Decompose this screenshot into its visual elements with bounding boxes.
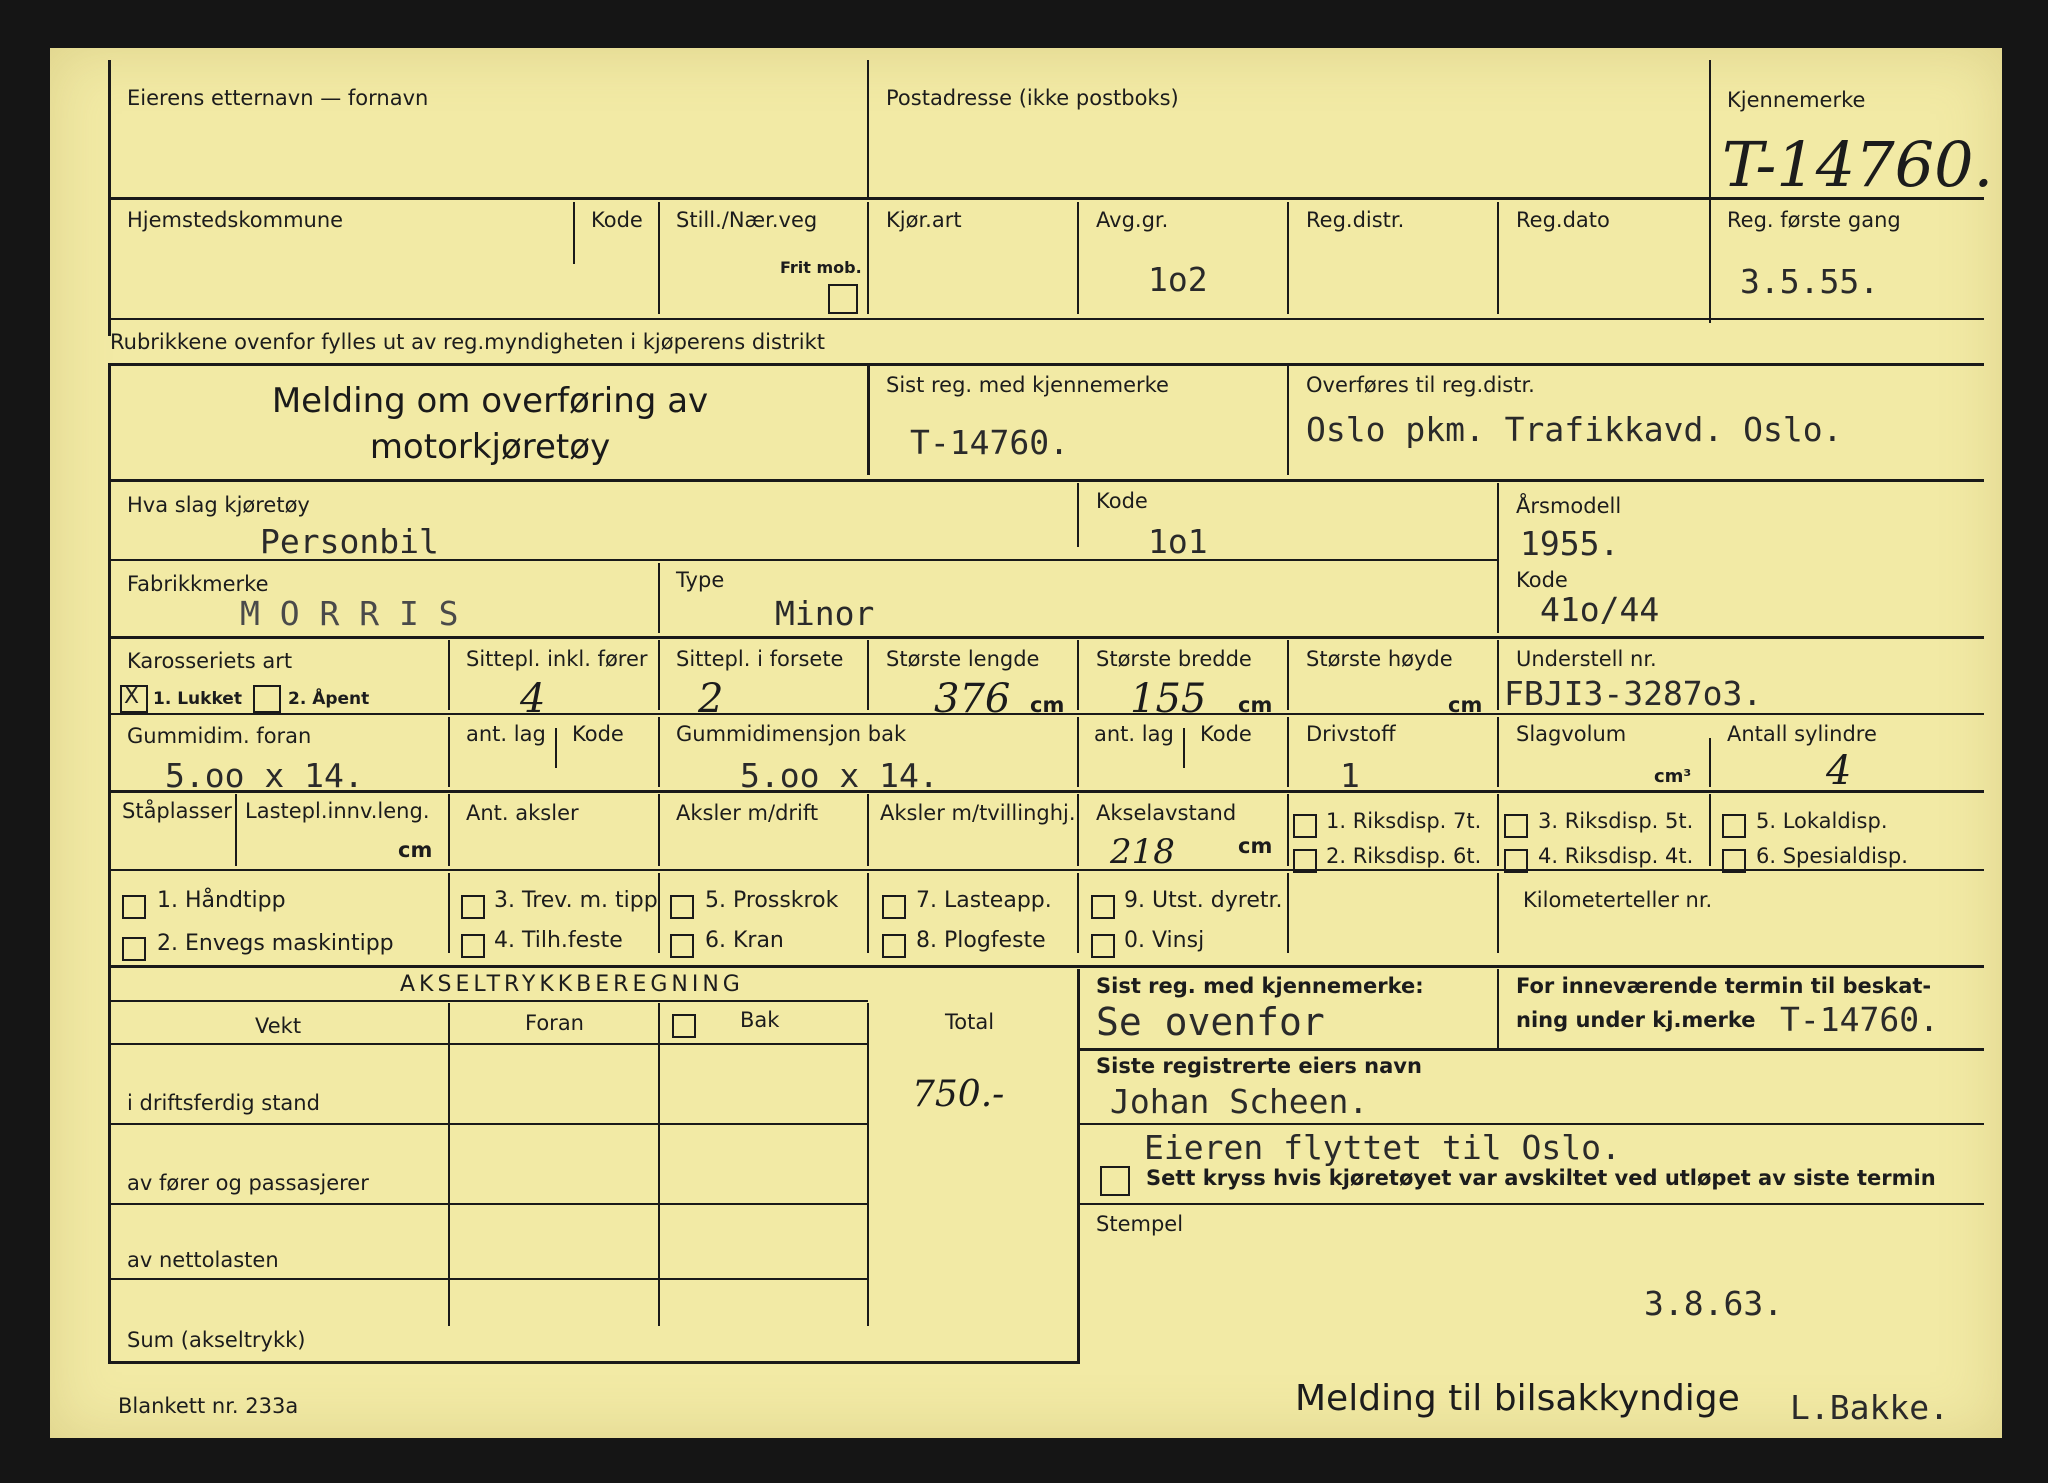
height-label: Største høyde — [1306, 647, 1453, 671]
width-value: 155 — [1130, 676, 1207, 722]
weight-header: Vekt — [255, 1014, 302, 1038]
closed-checkbox[interactable] — [120, 685, 148, 713]
div-eq-a — [448, 873, 450, 953]
e6-checkbox[interactable] — [670, 934, 694, 958]
riks5-checkbox[interactable] — [1504, 814, 1528, 838]
div-tyre-e — [1183, 728, 1185, 768]
closed-label: 1. Lukket — [153, 689, 242, 709]
standing-label: Ståplasser — [122, 799, 232, 823]
signature: L.Bakke. — [1790, 1388, 1949, 1427]
div-dim-b — [658, 640, 660, 710]
riks4-label: 4. Riksdisp. 4t. — [1538, 844, 1694, 868]
postal-address-label: Postadresse (ikke postboks) — [886, 86, 1179, 110]
form-title-line1: Melding om overføring av — [271, 381, 709, 421]
rule-heading-bottom — [108, 479, 1984, 482]
last-reg-label: Sist reg. med kjennemerke: — [1096, 974, 1424, 998]
moved-note: Eieren flyttet til Oslo. — [1144, 1128, 1621, 1167]
riks7-label: 1. Riksdisp. 7t. — [1326, 809, 1482, 833]
div-eq-e — [1287, 873, 1289, 953]
reg-date-label: Reg.dato — [1516, 208, 1610, 232]
tyre-front-layers-label: ant. lag — [466, 722, 546, 746]
free-mob-label: Frit mob. — [780, 258, 862, 277]
length-label: Største lengde — [886, 647, 1040, 671]
front-seats-label: Sittepl. i forsete — [676, 647, 844, 671]
div-table-right — [1077, 969, 1080, 1363]
code-label: Kode — [591, 208, 643, 232]
front-seats-value: 2 — [698, 676, 724, 722]
e0-label: 0. Vinsj — [1124, 928, 1205, 953]
message-to: Melding til bilsakkyndige — [1295, 1378, 1740, 1419]
kode2-label: Kode — [1516, 568, 1568, 592]
div-dim-c — [867, 640, 869, 710]
tyre-rear-value: 5.oo x 14. — [740, 756, 939, 795]
rule-rp-2 — [1080, 1123, 1984, 1125]
height-unit: cm — [1448, 693, 1483, 717]
div-axle-e — [1077, 794, 1079, 866]
free-mob-checkbox[interactable] — [828, 284, 858, 314]
e4-label: 4. Tilh.feste — [494, 928, 623, 953]
e2-label: 2. Envegs maskintipp — [157, 931, 394, 956]
front-header: Foran — [525, 1011, 584, 1035]
rule-rp-3 — [1080, 1203, 1984, 1205]
rule-heading-top — [108, 363, 1984, 366]
rule-table-head — [108, 1043, 868, 1045]
width-label: Største bredde — [1096, 647, 1252, 671]
e0-checkbox[interactable] — [1091, 934, 1115, 958]
tyre-rear-code-label: Kode — [1200, 722, 1252, 746]
current-term-line1: For inneværende termin til beskat- — [1516, 974, 1932, 998]
div-axle-c — [658, 794, 660, 866]
div-eq-b — [658, 873, 660, 953]
e7-label: 7. Lasteapp. — [916, 888, 1052, 913]
div-r2-d — [1077, 202, 1079, 314]
e1-checkbox[interactable] — [122, 895, 146, 919]
e2-checkbox[interactable] — [122, 937, 146, 961]
make-value: M O R R I S — [240, 594, 459, 633]
e8-label: 8. Plogfeste — [916, 928, 1046, 953]
cylinders-value: 4 — [1826, 748, 1852, 794]
div-r2-e — [1287, 202, 1289, 314]
twin-axles-label: Aksler m/tvillinghj. — [880, 801, 1076, 825]
e9-checkbox[interactable] — [1091, 895, 1115, 919]
position-label: Still./Nær.veg — [676, 208, 818, 232]
lokal-label: 5. Lokaldisp. — [1756, 809, 1888, 833]
rule-equipment — [108, 965, 1984, 968]
div-make-a — [658, 563, 660, 633]
tyre-rear-label: Gummidimensjon bak — [676, 722, 907, 746]
rule-table-r1 — [108, 1123, 868, 1125]
div-r2-f — [1497, 202, 1499, 314]
rule-rp-1 — [1080, 1048, 1984, 1051]
row-ready-label: i driftsferdig stand — [127, 1091, 320, 1115]
row-sum-label: Sum (akseltrykk) — [127, 1328, 306, 1352]
transfer-value: Oslo pkm. Trafikkavd. Oslo. — [1306, 410, 1843, 449]
e6-label: 6. Kran — [705, 928, 784, 953]
current-term-value: T-14760. — [1780, 1000, 1939, 1039]
e5-label: 5. Prosskrok — [705, 888, 839, 913]
cargo-label: Lastepl.innv.leng. — [245, 799, 430, 823]
last-plate-value: T-14760. — [910, 423, 1069, 462]
kode-label: Kode — [1096, 489, 1148, 513]
rule-dims — [108, 713, 1984, 715]
div-kind-a — [1077, 483, 1079, 547]
rule-table-r2 — [108, 1203, 868, 1205]
div-axle-b — [448, 794, 450, 866]
div-r2-a — [573, 202, 575, 264]
e3-label: 3. Trev. m. tipp — [494, 888, 658, 913]
transfer-label: Overføres til reg.distr. — [1306, 373, 1535, 397]
width-unit: cm — [1238, 693, 1273, 717]
note-line: Rubrikkene ovenfor fylles ut av reg.myndigheten i kjøperens distrikt — [110, 330, 826, 354]
municipality-label: Hjemstedskommune — [127, 208, 344, 232]
riks7-checkbox[interactable] — [1293, 814, 1317, 838]
seats-value: 4 — [520, 676, 546, 722]
plate-label: Kjennemerke — [1727, 88, 1866, 112]
divider-heading-a — [867, 363, 870, 475]
div-axle-g — [1497, 794, 1499, 866]
length-unit: cm — [1030, 693, 1065, 717]
plate-value: T-14760. — [1722, 128, 1994, 201]
lokal-checkbox[interactable] — [1722, 814, 1746, 838]
year-label: Årsmodell — [1516, 494, 1622, 518]
rule-axles — [108, 869, 1984, 871]
e8-checkbox[interactable] — [882, 934, 906, 958]
div-eq-c — [867, 873, 869, 953]
kode-value: 1o1 — [1148, 522, 1208, 561]
div-r2-b — [658, 202, 660, 314]
seats-label: Sittepl. inkl. fører — [466, 647, 648, 671]
rear-checkbox[interactable] — [672, 1014, 696, 1038]
axles-count-label: Ant. aksler — [466, 801, 579, 825]
chassis-value: FBJI3-3287o3. — [1504, 674, 1763, 713]
body-label: Karosseriets art — [127, 649, 293, 673]
rule-table-top — [108, 1000, 868, 1002]
fuel-value: 1 — [1340, 756, 1360, 795]
volume-label: Slagvolum — [1516, 722, 1627, 746]
tyre-front-code-label: Kode — [572, 722, 624, 746]
wheelbase-unit: cm — [1238, 834, 1273, 858]
last-plate-label: Sist reg. med kjennemerke — [886, 373, 1169, 397]
rule-make — [108, 636, 1984, 639]
div-dim-d — [1077, 640, 1079, 710]
divider-address-plate — [1709, 60, 1711, 323]
fee-group-label: Avg.gr. — [1096, 208, 1169, 232]
rule-table-r3 — [108, 1278, 868, 1280]
kind-value: Personbil — [260, 522, 439, 561]
fee-group-value: 1o2 — [1148, 260, 1208, 299]
e3-checkbox[interactable] — [461, 895, 485, 919]
rear-header: Bak — [740, 1008, 780, 1032]
div-r2-c — [867, 202, 869, 314]
div-eq-d — [1077, 873, 1079, 953]
left-border-main — [108, 363, 111, 1363]
chassis-label: Understell nr. — [1516, 647, 1657, 671]
length-value: 376 — [934, 676, 1011, 722]
form-number: Blankett nr. 233a — [118, 1394, 299, 1418]
odometer-label: Kilometerteller nr. — [1523, 888, 1713, 912]
divider-owner-address — [867, 60, 869, 197]
e7-checkbox[interactable] — [882, 895, 906, 919]
e4-checkbox[interactable] — [461, 934, 485, 958]
e1-label: 1. Håndtipp — [157, 888, 286, 913]
rule-row1 — [108, 197, 1984, 200]
tyre-front-value: 5.oo x 14. — [165, 756, 364, 795]
type-value: Minor — [775, 594, 875, 633]
open-label: 2. Åpent — [288, 689, 370, 709]
wheelbase-label: Akselavstand — [1096, 801, 1237, 825]
div-tyre-d — [1077, 717, 1079, 787]
total-header: Total — [945, 1010, 995, 1034]
reg-district-label: Reg.distr. — [1306, 208, 1405, 232]
spesial-label: 6. Spesialdisp. — [1756, 844, 1908, 868]
owner-name-label: Eierens etternavn — fornavn — [127, 86, 429, 110]
cargo-unit: cm — [398, 838, 433, 862]
div-eq-f — [1497, 873, 1499, 953]
div-tyre-b — [555, 728, 557, 768]
div-tyre-f — [1287, 717, 1289, 787]
form-title-line2: motorkjøretøy — [369, 427, 611, 467]
driven-axles-label: Aksler m/drift — [676, 801, 819, 825]
axle-load-heading: AKSELTRYKKBEREGNING — [400, 972, 744, 997]
e5-checkbox[interactable] — [670, 895, 694, 919]
div-axle-f — [1287, 794, 1289, 866]
div-axle-h — [1709, 794, 1711, 866]
div-dim-e — [1287, 640, 1289, 710]
div-rp-a — [1497, 969, 1499, 1049]
wheelbase-value: 218 — [1110, 832, 1175, 872]
div-tyre-c — [658, 717, 660, 787]
open-checkbox[interactable] — [253, 685, 281, 713]
divider-heading-b — [1287, 363, 1289, 475]
div-kind-b — [1497, 483, 1499, 633]
div-dim-f — [1497, 640, 1499, 710]
kind-label: Hva slag kjøretøy — [127, 493, 310, 517]
deregistered-label: Sett kryss hvis kjøretøyet var avskiltet ved utløpet av siste termin — [1146, 1166, 1936, 1190]
riks6-label: 2. Riksdisp. 6t. — [1326, 844, 1482, 868]
deregistered-checkbox[interactable] — [1100, 1166, 1130, 1196]
rule-kind — [108, 559, 1498, 561]
div-axle-a — [235, 794, 237, 866]
row-ready-total: 750.- — [912, 1074, 1005, 1115]
div-tyre-a — [448, 717, 450, 787]
rule-tyres — [108, 790, 1984, 793]
first-reg-value: 3.5.55. — [1740, 262, 1880, 301]
kode2-value: 41o/44 — [1540, 590, 1660, 629]
year-value: 1955. — [1520, 524, 1620, 563]
drive-type-label: Kjør.art — [886, 208, 962, 232]
first-reg-label: Reg. første gang — [1727, 208, 1901, 232]
last-owner-value: Johan Scheen. — [1110, 1082, 1369, 1121]
fuel-label: Drivstoff — [1306, 722, 1396, 746]
div-axle-d — [867, 794, 869, 866]
last-owner-label: Siste registrerte eiers navn — [1096, 1054, 1422, 1078]
stamp-date: 3.8.63. — [1644, 1284, 1784, 1323]
make-label: Fabrikkmerke — [127, 572, 269, 596]
tyre-front-label: Gummidim. foran — [127, 724, 312, 748]
tyre-rear-layers-label: ant. lag — [1094, 722, 1174, 746]
rule-row2 — [108, 318, 1984, 320]
riks5-label: 3. Riksdisp. 5t. — [1538, 809, 1694, 833]
last-reg-value: Se ovenfor — [1096, 1000, 1325, 1044]
volume-unit: cm³ — [1654, 766, 1692, 787]
div-tyre-g — [1497, 717, 1499, 787]
rule-table-bottom — [108, 1361, 1080, 1364]
type-label: Type — [676, 568, 725, 592]
registration-card — [50, 48, 2002, 1438]
form-title — [160, 378, 820, 470]
cylinders-label: Antall sylindre — [1727, 722, 1877, 746]
stamp-label: Stempel — [1096, 1212, 1184, 1236]
current-term-line2: ning under kj.merke — [1516, 1008, 1756, 1032]
div-dim-a — [448, 640, 450, 710]
e9-label: 9. Utst. dyretr. — [1124, 888, 1283, 913]
row-net-label: av nettolasten — [127, 1248, 279, 1272]
row-driver-label: av fører og passasjerer — [127, 1171, 369, 1195]
div-tyre-h — [1709, 738, 1711, 787]
